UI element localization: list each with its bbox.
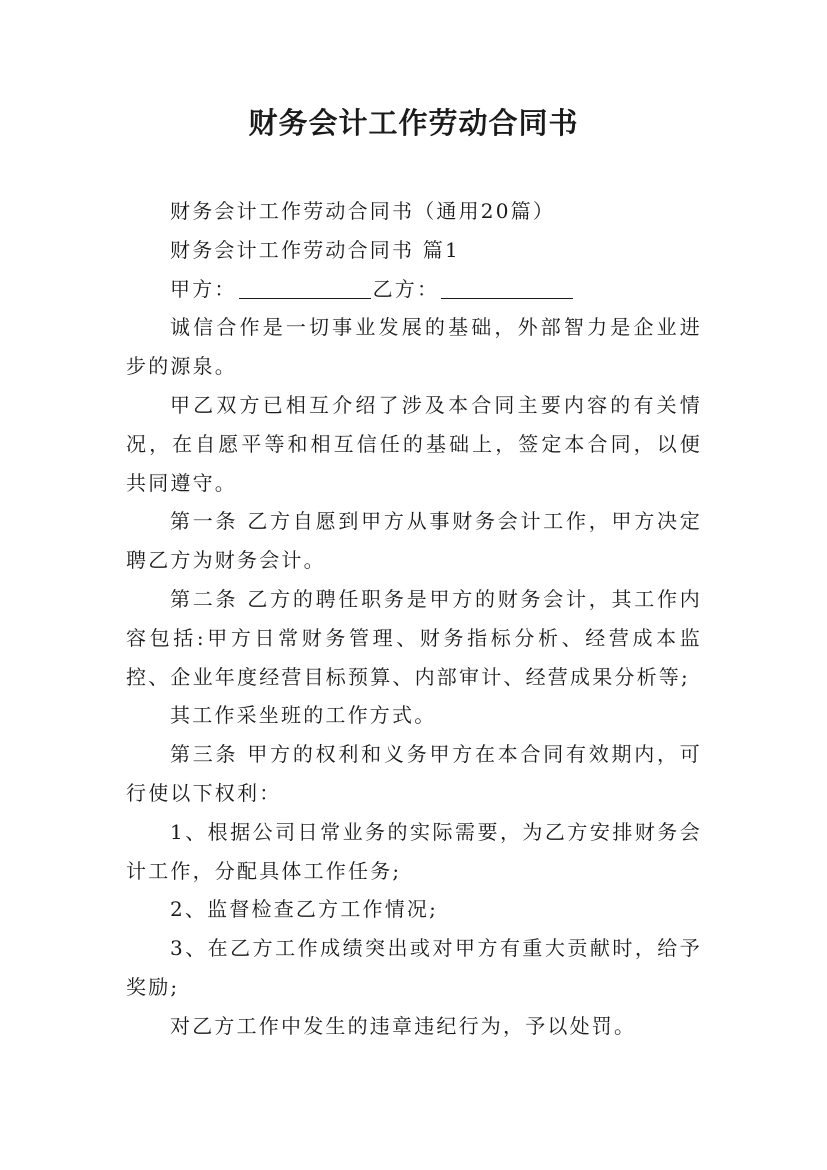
list-item: 1、根据公司日常业务的实际需要，为乙方安排财务会计工作，分配具体工作任务; [126,819,702,883]
list-item: 3、在乙方工作成绩突出或对甲方有重大贡献时，给予奖励; [126,936,702,999]
paragraph: 诚信合作是一切事业发展的基础，外部智力是企业进步的源泉。 [126,315,702,379]
paragraph: 对乙方工作中发生的违章违纪行为，予以处罚。 [170,1013,637,1038]
paragraph: 甲乙双方已相互介绍了涉及本合同主要内容的有关情况，在自愿平等和相互信任的基础上，签定本合同，以便共同遵守。 [126,392,702,495]
party-a-blank [239,276,371,299]
party-a-label: 甲方： [170,276,237,301]
party-b-blank [441,276,573,299]
document-title: 财务会计工作劳动合同书 [248,106,579,140]
document-subtitle: 财务会计工作劳动合同书（通用20篇） [170,199,556,223]
document-body [126,192,702,1046]
party-b-label: 乙方： [372,276,440,301]
article-2: 第二条 乙方的聘任职务是甲方的财务会计，其工作内容包括:甲方日常财务管理、财务指标分析、经营成本监控、企业年度经营目标预算、内部审计、经营成果分析等; [126,586,702,689]
article-3: 第三条 甲方的权利和义务甲方在本合同有效期内，可行使以下权利： [126,742,702,805]
section-heading: 财务会计工作劳动合同书 篇1 [170,237,460,262]
article-1: 第一条 乙方自愿到甲方从事财务会计工作，甲方决定聘乙方为财务会计。 [126,509,702,573]
parties-line [126,270,702,309]
paragraph: 其工作采坐班的工作方式。 [170,703,437,728]
list-item: 2、监督检查乙方工作情况; [170,897,439,922]
